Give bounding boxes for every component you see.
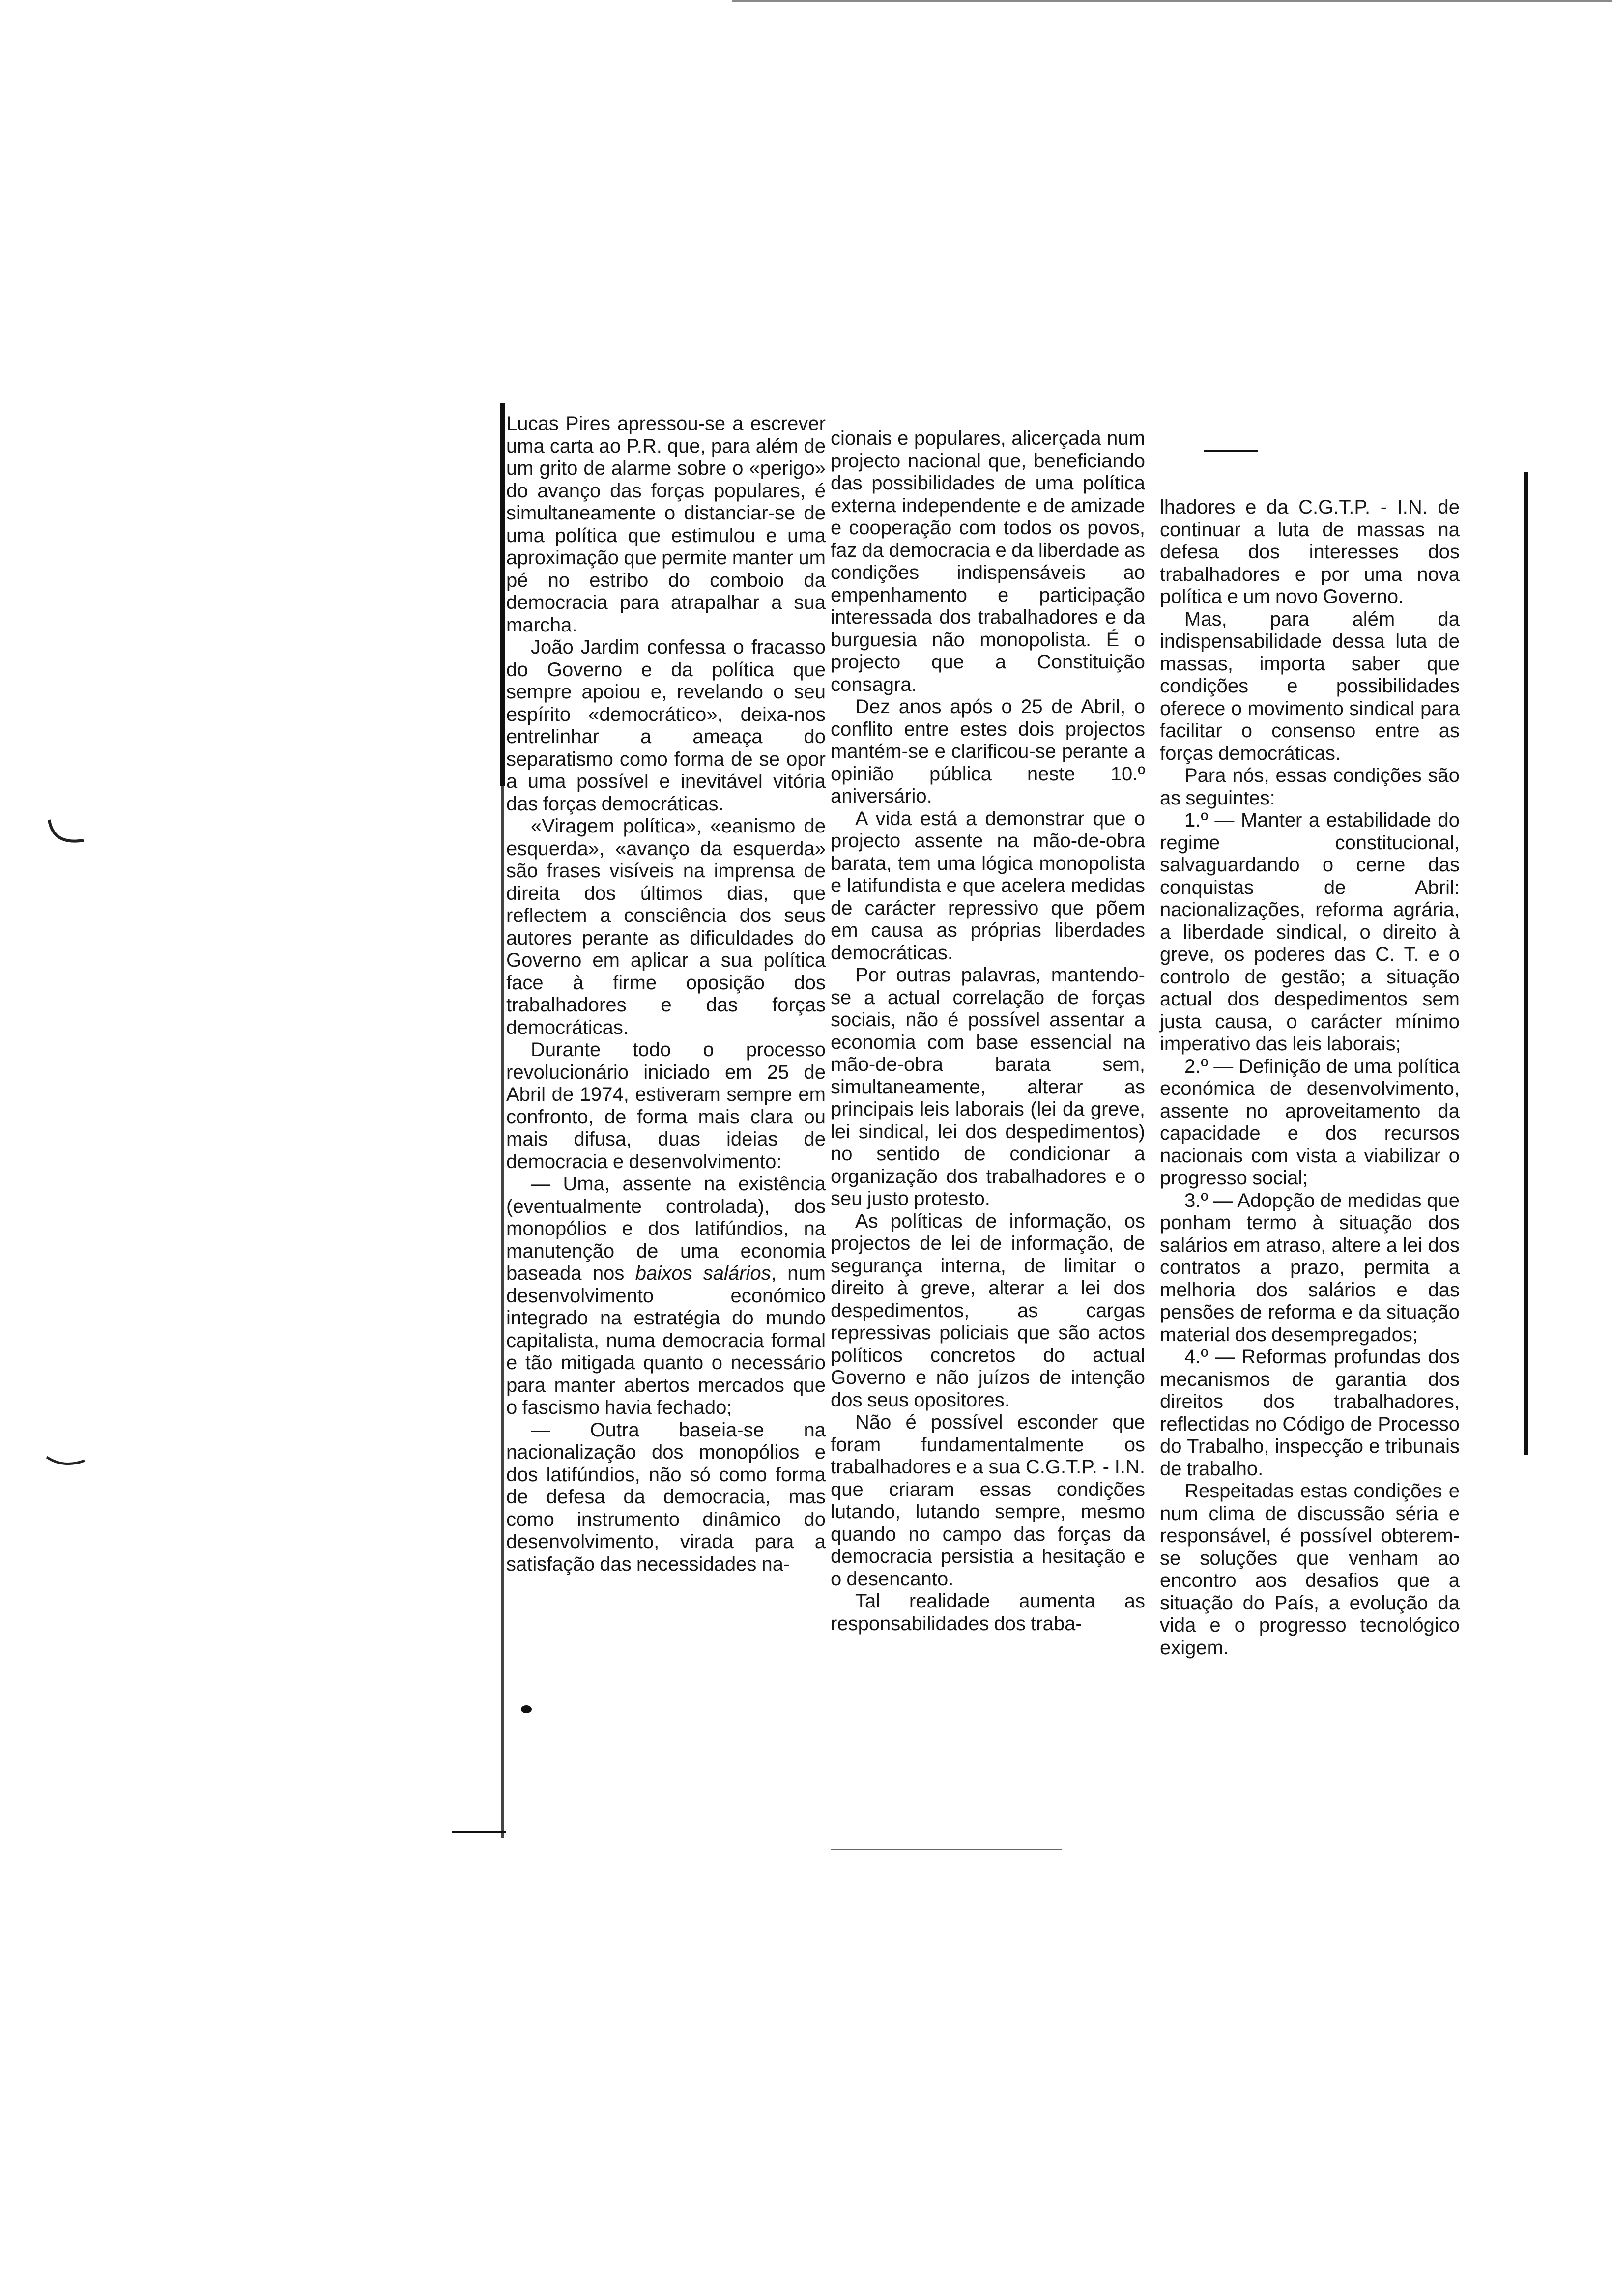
paragraph: — Outra baseia-se na nacionalização dos monopólios e dos latifúndios, não só como forma de defesa da democracia, mas como instrumento dinâmico do desenvolvimento, virada para a satisfação das necessidades na- — [506, 1419, 826, 1575]
article-column-1 — [506, 413, 826, 1576]
column-right-bar — [1524, 472, 1528, 1455]
paragraph: «Viragem política», «eanismo de esquerda», «avanço da esquerda» são frases visíveis na imprensa de direita dos últimos dias, que reflectem a consciência dos seus autores perante as dificuldades do Governo em aplicar a sua política face à firme oposição dos trabalhadores e das forças democráticas. — [506, 815, 826, 1038]
paragraph: Mas, para além da indispensabilidade dessa luta de massas, importa saber que condições e possibilidades oferece o movimento sindical para facilitar o consenso entre as forças democráticas. — [1160, 608, 1460, 764]
column-left-bar-lower — [501, 786, 504, 1838]
paragraph: Para nós, essas condições são as seguintes: — [1160, 765, 1460, 809]
column-top-rule — [1204, 450, 1258, 452]
paragraph: Não é possível esconder que foram fundamentalmente os trabalhadores e a sua C.G.T.P. - I.N. que criaram essas condições lutando, lutando sempre, mesmo quando no campo das forças da democracia persistia a hesitação e o desencanto. — [831, 1411, 1145, 1590]
paragraph: lhadores e da C.G.T.P. - I.N. de continuar a luta de massas na defesa dos interesses dos trabalhadores e por uma nova política e um novo Governo. — [1160, 496, 1460, 607]
paragraph — [506, 1173, 826, 1419]
paragraph: 3.º — Adopção de medidas que ponham termo à situação dos salários em atraso, altere a lei dos contratos a prazo, permita a melhoria dos salários e das pensões de reforma e da situação material dos desempregados; — [1160, 1189, 1460, 1346]
paragraph: 1.º — Manter a estabilidade do regime constitucional, salvaguardando o cerne das conquistas de Abril: nacionalizações, reforma agrária, a liberdade sindical, o direito à greve, os poderes das C. T. e o controlo de gestão; a situação actual dos despedimentos sem justa causa, o carácter mínimo imperativo das leis laborais; — [1160, 809, 1460, 1055]
paragraph: 4.º — Reformas profundas dos mecanismos de garantia dos direitos dos trabalhadores, reflectidas no Código de Processo do Trabalho, inspecção e tribunais de trabalho. — [1160, 1346, 1460, 1480]
paragraph: Lucas Pires apressou-se a escrever uma carta ao P.R. que, para além de um grito de alarme sobre o «perigo» do avanço das forças populares, é simultaneamente o distanciar-se de uma política que estimulou e uma aproximação que permite manter um pé no estribo do comboio da democracia para atrapalhar a sua marcha. — [506, 413, 826, 636]
scan-edge-line — [732, 0, 1612, 2]
paragraph: As políticas de informação, os projectos de lei de informação, de segurança interna, de limitar o direito à greve, alterar a lei dos despedimentos, as cargas repressivas policiais que são actos políticos concretos do actual Governo e não juízos de intenção dos seus opositores. — [831, 1210, 1145, 1411]
emphasis-text: baixos salários — [635, 1263, 771, 1284]
paragraph: Por outras palavras, mantendo-se a actual correlação de forças sociais, não é possível assentar a economia com base essencial na mão-de-obra barata sem, simultaneamente, alterar as principais leis laborais (lei da greve, lei sindical, lei dos despedimentos) no sentido de condicionar a organização dos trabalhadores e o seu justo protesto. — [831, 964, 1145, 1209]
column-end-rule — [831, 1849, 1062, 1850]
scan-speck — [521, 1705, 532, 1713]
paragraph: Respeitadas estas condições e num clima de discussão séria e responsável, é possível obterem-se soluções que venham ao encontro aos desafios que a situação do País, a evolução da vida e o progresso tecnológico exigem. — [1160, 1480, 1460, 1659]
paragraph-text: — Uma, assente na existência (eventualmente controlada), dos monopólios e dos latifúndios, na manutenção de uma economia baseada nos — [506, 1173, 826, 1284]
paragraph-text: , num desenvolvimento económico integrado na estratégia do mundo capitalista, numa democracia formal e tão mitigada quanto o necessário para manter abertos mercados que o fascismo havia fechado; — [506, 1263, 826, 1418]
paragraph: João Jardim confessa o fracasso do Governo e da política que sempre apoiou e, revelando o seu espírito «democrático», deixa-nos entrelinhar a ameaça do separatismo como forma de se opor a uma possível e inevitável vitória das forças democráticas. — [506, 636, 826, 815]
margin-mark — [44, 1455, 88, 1474]
paragraph: 2.º — Definição de uma política económica de desenvolvimento, assente no aproveitamento da capacidade e dos recursos nacionais com vista a viabilizar o progresso social; — [1160, 1055, 1460, 1189]
paragraph: Durante todo o processo revolucionário iniciado em 25 de Abril de 1974, estiveram sempre em confronto, de forma mais clara ou mais difusa, duas ideias de democracia e desenvolvimento: — [506, 1039, 826, 1173]
column-end-rule — [452, 1831, 506, 1833]
paragraph: A vida está a demonstrar que o projecto assente na mão-de-obra barata, tem uma lógica monopolista e latifundista e que acelera medidas de carácter repressivo que põem em causa as próprias liberdades democráticas. — [831, 807, 1145, 964]
article-column-2 — [831, 428, 1145, 1635]
margin-mark — [44, 816, 88, 850]
article-column-3 — [1160, 496, 1460, 1659]
column-left-bar — [500, 403, 505, 786]
paragraph: Tal realidade aumenta as responsabilidades dos traba- — [831, 1590, 1145, 1635]
paragraph: cionais e populares, alicerçada num projecto nacional que, beneficiando das possibilidades de uma política externa independente e de amizade e cooperação com todos os povos, faz da democracia e da liberdade as condições indispensáveis ao empenhamento e participação interessada dos trabalhadores e da burguesia não monopolista. É o projecto que a Constituição consagra. — [831, 428, 1145, 695]
paragraph: Dez anos após o 25 de Abril, o conflito entre estes dois projectos mantém-se e clarificou-se perante a opinião pública neste 10.º aniversário. — [831, 696, 1145, 807]
